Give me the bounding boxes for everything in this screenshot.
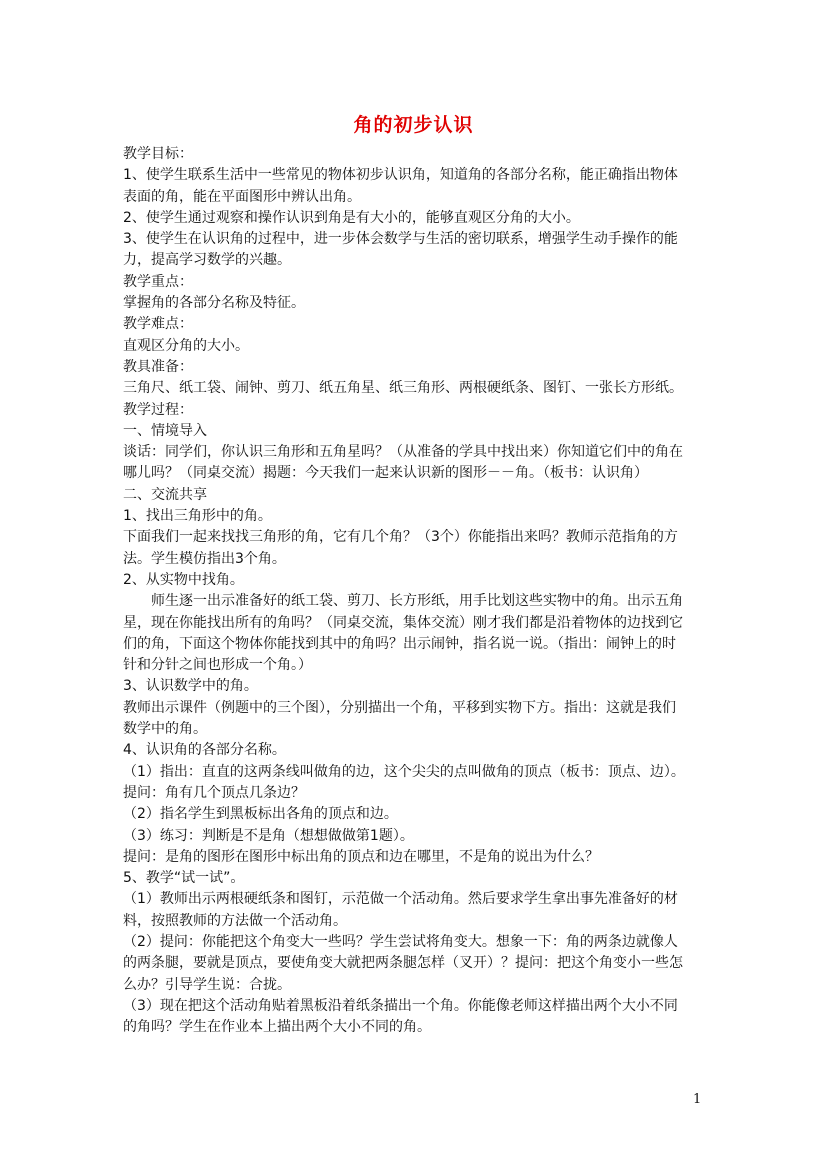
document-title: 角的初步认识 <box>353 114 474 136</box>
text-line: 教学重点： <box>123 273 193 290</box>
document-body <box>123 144 713 1038</box>
text-line: 2、使学生通过观察和操作认识到角是有大小的，能够直观区分角的大小。 <box>123 209 580 226</box>
text-line: 教具准备： <box>123 358 193 375</box>
text-line: 表面的角，能在平面图形中辨认出角。 <box>123 188 361 205</box>
text-line: 教师出示课件（例题中的三个图），分别描出一个角，平移到实物下方。指出：这就是我们 <box>123 699 676 716</box>
text-line: 5、教学“试一试”。 <box>123 870 245 887</box>
text-line: 哪儿吗？（同桌交流）揭题：今天我们一起来认识新的图形－－角。（板书：认识角） <box>123 465 648 482</box>
text-line: 1、使学生联系生活中一些常见的物体初步认识角，知道角的各部分名称，能正确指出物体 <box>123 167 678 184</box>
text-line: 么办？引导学生说：合拢。 <box>123 976 291 993</box>
text-line: 的两条腿，要就是顶点，要使角变大就把两条腿怎样（叉开）？提问：把这个角变小一些怎 <box>123 955 683 972</box>
text-line: 4、认识角的各部分名称。 <box>123 742 286 759</box>
text-line: 3、使学生在认识角的过程中，进一步体会数学与生活的密切联系，增强学生动手操作的能 <box>123 231 678 248</box>
text-line: 数学中的角。 <box>123 721 207 738</box>
text-line: 谈话：同学们，你认识三角形和五角星吗？（从准备的学具中找出来）你知道它们中的角在 <box>123 444 683 461</box>
text-line: 星，现在你能找出所有的角吗？（同桌交流，集体交流）刚才我们都是沿着物体的边找到它 <box>123 614 683 631</box>
text-line: 一、情境导入 <box>123 422 207 439</box>
text-line: 1、找出三角形中的角。 <box>123 508 272 525</box>
text-line: （2）提问：你能把这个角变大一些吗？学生尝试将角变大。想象一下：角的两条边就像人 <box>123 933 678 950</box>
text-line: （2）指名学生到黑板标出各角的顶点和边。 <box>123 806 398 823</box>
text-line: 针和分针之间也形成一个角。） <box>123 657 312 674</box>
text-line: 二、交流共享 <box>123 486 207 503</box>
text-line: 教学过程： <box>123 401 193 418</box>
text-line: 教学难点： <box>123 316 193 333</box>
page-number: 1 <box>693 1092 702 1107</box>
text-line: 提问：是角的图形在图形中标出角的顶点和边在哪里，不是角的说出为什么？ <box>123 848 599 865</box>
text-line: 掌握角的各部分名称及特征。 <box>123 295 305 312</box>
text-line: 师生逐一出示准备好的纸工袋、剪刀、长方形纸，用手比划这些实物中的角。出示五角 <box>151 593 683 610</box>
text-line: 3、认识数学中的角。 <box>123 678 258 695</box>
text-line: （3）现在把这个活动角贴着黑板沿着纸条描出一个角。你能像老师这样描出两个大小不同 <box>123 997 678 1014</box>
text-line: 2、从实物中找角。 <box>123 571 244 588</box>
text-line: （1）教师出示两根硬纸条和图钉，示范做一个活动角。然后要求学生拿出事先准备好的材 <box>123 891 678 908</box>
text-line: 教学目标： <box>123 146 193 162</box>
text-line: 力，提高学习数学的兴趣。 <box>123 252 291 269</box>
text-line: （3）练习：判断是不是角（想想做做第1题）。 <box>123 827 414 844</box>
text-line: 料，按照教师的方法做一个活动角。 <box>123 912 347 929</box>
text-line: 直观区分角的大小。 <box>123 337 249 354</box>
text-line: 们的角，下面这个物体你能找到其中的角吗？出示闹钟，指名说一说。（指出：闹钟上的时 <box>123 635 676 652</box>
text-line: 三角尺、纸工袋、闹钟、剪刀、纸五角星、纸三角形、两根硬纸条、图钉、一张长方形纸。 <box>123 380 683 397</box>
text-line: 下面我们一起来找找三角形的角，它有几个角？（3个）你能指出来吗？教师示范指角的方 <box>123 529 678 546</box>
text-line: 法。学生模仿指出3个角。 <box>123 550 286 567</box>
text-line: 提问：角有几个顶点几条边？ <box>123 784 305 801</box>
text-line: （1）指出：直直的这两条线叫做角的边，这个尖尖的点叫做角的顶点（板书：顶点、边）。 <box>123 763 685 780</box>
text-line: 的角吗？学生在作业本上描出两个大小不同的角。 <box>123 1019 431 1036</box>
